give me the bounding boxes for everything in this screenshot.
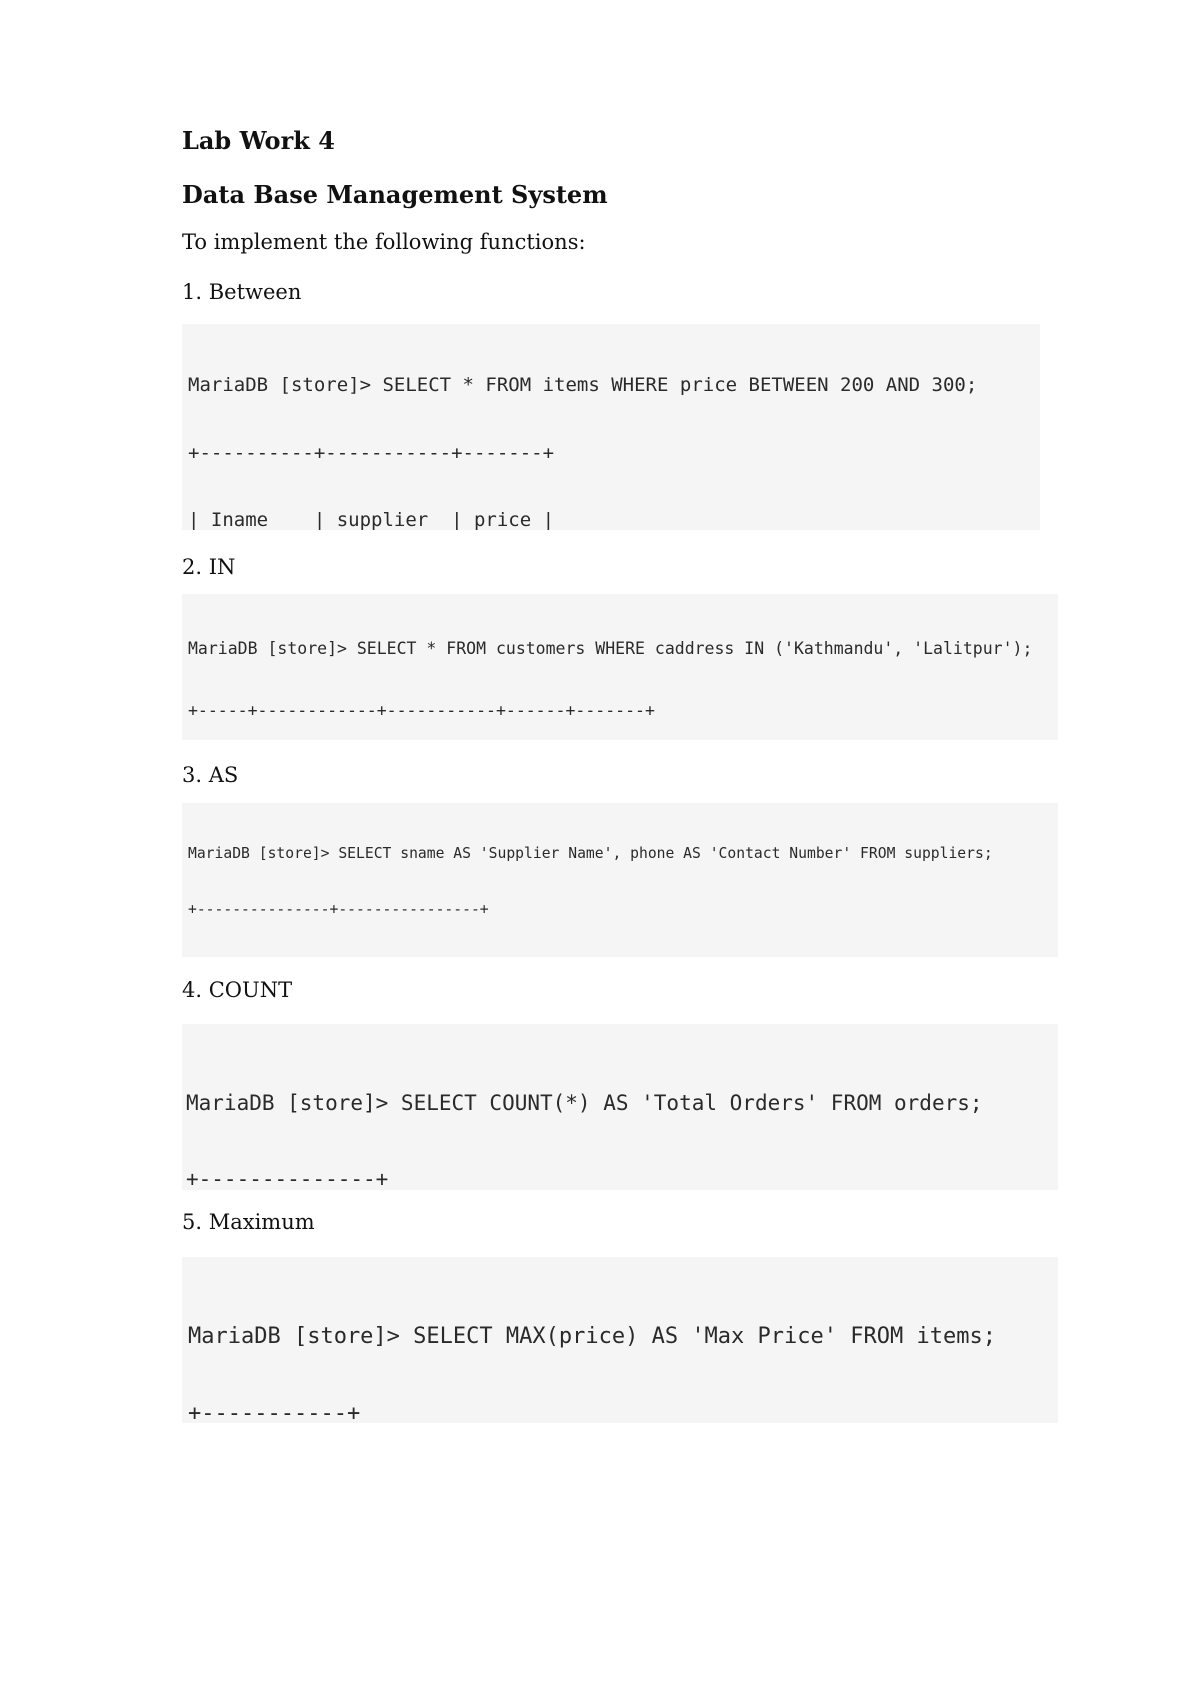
section-heading-as: 3. AS: [182, 763, 239, 787]
page-subtitle: Data Base Management System: [182, 180, 608, 209]
section-heading-in: 2. IN: [182, 555, 236, 579]
terminal-output-as: [182, 803, 1058, 957]
intro-text: To implement the following functions:: [182, 230, 586, 254]
sql-query-line: MariaDB [store]> SELECT MAX(price) AS 'Max Price' FROM items;: [188, 1323, 996, 1349]
sql-query-line: MariaDB [store]> SELECT COUNT(*) AS 'Total Orders' FROM orders;: [186, 1091, 983, 1116]
terminal-output-between: [182, 324, 1040, 530]
sql-query-line: MariaDB [store]> SELECT sname AS 'Supplier Name', phone AS 'Contact Number' FROM suppliers;: [188, 844, 993, 862]
table-header-row: | Iname | supplier | price |: [188, 509, 555, 530]
terminal-output-maximum: [182, 1257, 1058, 1423]
sql-query-line: MariaDB [store]> SELECT * FROM customers WHERE caddress IN ('Kathmandu', 'Lalitpur');: [188, 639, 1033, 658]
table-border: +---------------+----------------+: [188, 900, 489, 918]
sql-query-line: MariaDB [store]> SELECT * FROM items WHERE price BETWEEN 200 AND 300;: [188, 374, 978, 396]
table-border: +----------+-----------+-------+: [188, 441, 555, 464]
section-heading-maximum: 5. Maximum: [182, 1210, 315, 1234]
table-border: +-----+------------+-----------+------+-------+: [188, 700, 655, 720]
terminal-output-in: [182, 594, 1058, 740]
table-border: +--------------+: [186, 1167, 389, 1190]
terminal-output-count: [182, 1024, 1058, 1190]
section-heading-between: 1. Between: [182, 280, 302, 304]
section-heading-count: 4. COUNT: [182, 978, 293, 1002]
page-title: Lab Work 4: [182, 126, 335, 155]
table-border: +-----------+: [188, 1400, 361, 1423]
